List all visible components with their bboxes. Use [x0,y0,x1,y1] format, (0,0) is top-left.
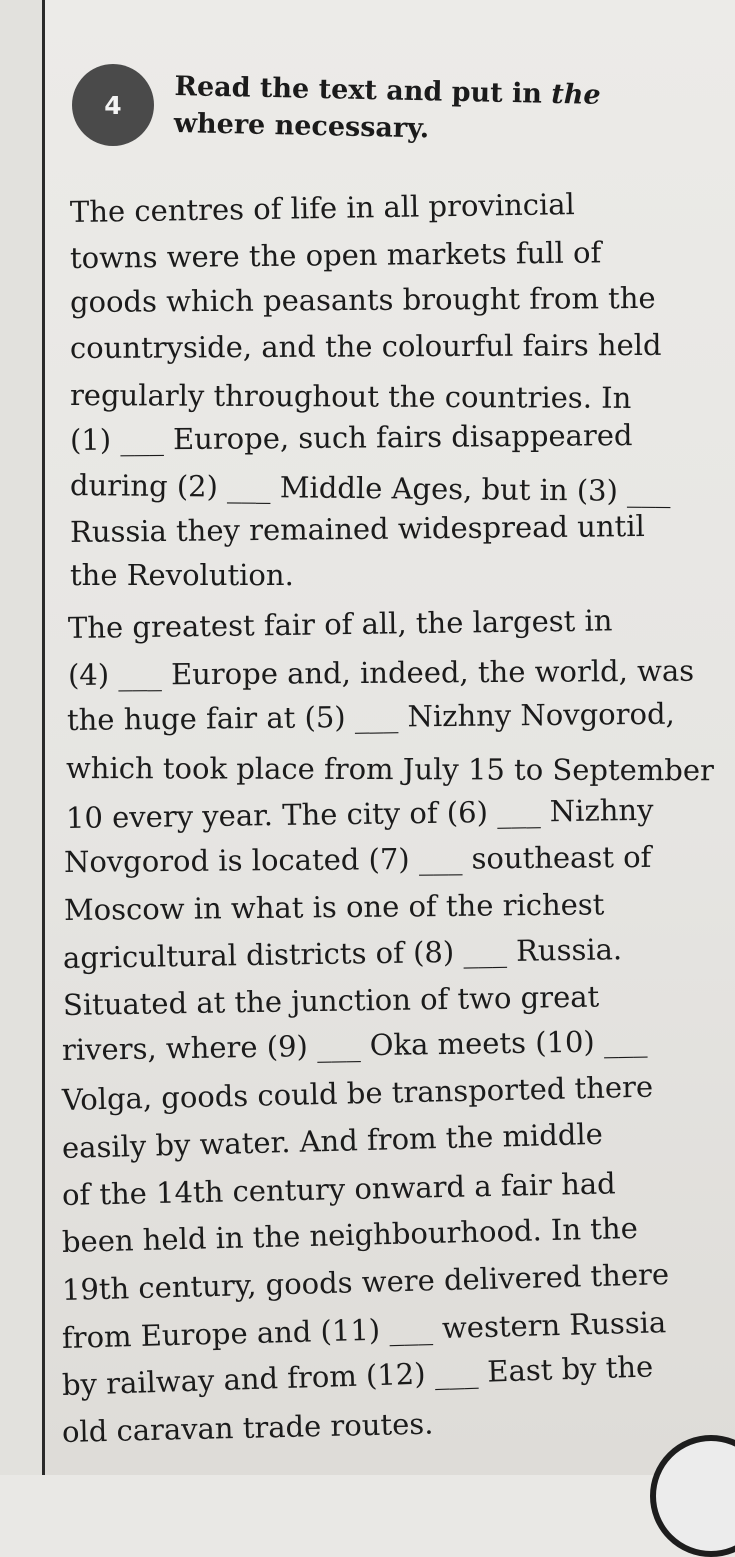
text-line: regularly throughout the countries. In [69,378,632,415]
text-line: Moscow in what is one of the richest [63,887,605,927]
text-line: easily by water. And from the middle [61,1116,604,1165]
text-line: the Revolution. [70,558,294,592]
margin-rule [42,0,45,1475]
text-line: The centres of life in all provincial [69,187,576,229]
text-line: Situated at the junction of two great [62,979,600,1022]
exercise-number-badge [72,64,154,146]
text-line: towns were the open markets full of [69,235,602,275]
text-line: 10 every year. The city of (6) ___ Nizhny [65,792,654,835]
text-line: agricultural districts of (8) ___ Russia. [62,932,623,975]
text-line: during (2) ___ Middle Ages, but in (3) ___ [69,468,671,509]
text-line: been held in the neighbourhood. In the [61,1210,639,1259]
text-line: old caravan trade routes. [61,1406,434,1449]
text-line: Russia they remained widespread until [69,508,645,549]
instruction-text-a: Read the text and put in [174,70,552,110]
text-line: (4) ___ Europe and, indeed, the world, was [67,653,695,692]
text-line: by railway and from (12) ___ East by the [61,1349,654,1402]
text-line: (1) ___ Europe, such fairs disappeared [69,418,633,457]
instruction-article: the [550,78,601,111]
text-line: rivers, where (9) ___ Oka meets (10) ___ [61,1023,648,1067]
exercise-instruction [173,68,694,153]
text-line: 19th century, goods were delivered there [61,1257,670,1307]
text-line: Volga, goods could be transported there [61,1069,654,1117]
text-line: which took place from July 15 to September [65,751,714,788]
page-number-tab [650,1435,735,1557]
text-line: of the 14th century onward a fair had [61,1166,617,1212]
text-line: countryside, and the colourful fairs held [69,327,662,365]
text-line: Novgorod is located (7) ___ southeast of [63,839,652,879]
text-line: from Europe and (11) ___ western Russia [61,1305,667,1355]
instruction-text-b: where necessary. [173,107,430,145]
left-margin [0,0,42,1475]
text-line: The greatest fair of all, the largest in [67,603,613,645]
exercise-number: 4 [104,90,122,120]
text-line: the huge fair at (5) ___ Nizhny Novgorod, [66,696,675,737]
text-line: goods which peasants brought from the [69,280,656,319]
